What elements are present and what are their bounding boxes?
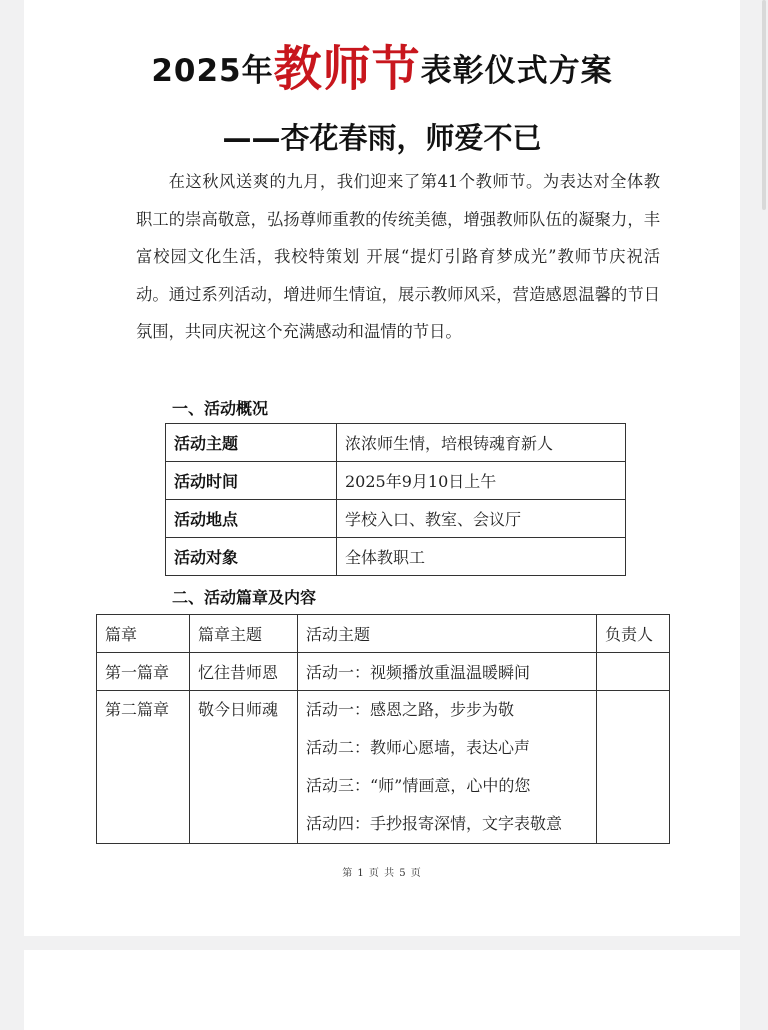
document-page xyxy=(24,0,740,936)
column-header: 篇章 xyxy=(97,615,190,653)
column-header: 负责人 xyxy=(597,615,670,653)
intro-paragraph: 在这秋风送爽的九月，我们迎来了第41个教师节。为表达对全体教职工的崇高敬意，弘扬尊师重教的传统美德，增强教师队伍的凝聚力，丰富校园文化生活，我校特策划 开展“提灯引路育梦成光”教师节庆祝活动。通过系列活动，增进师生情谊，展示教师风采，营造感恩温馨的节日氛围，共同庆祝这个充满感动和温情的节日。 xyxy=(136,172,660,341)
activity-item: 活动二：教师心愿墙，表达心声 xyxy=(306,738,531,757)
document-subtitle: ——杏花春雨，师爱不已 xyxy=(222,121,542,155)
overview-key: 活动时间 xyxy=(166,462,337,500)
column-header: 活动主题 xyxy=(298,615,597,653)
overview-value: 全体教职工 xyxy=(337,538,626,576)
section-heading-chapters: 二、活动篇章及内容 xyxy=(172,588,317,607)
page-footer: 第 1 页 共 5 页 xyxy=(342,868,422,879)
chapter-theme-label: 敬今日师魂 xyxy=(198,700,279,719)
title-suffix: 表彰仪式方案 xyxy=(420,53,613,89)
table-row xyxy=(166,538,626,576)
table-header-row xyxy=(97,615,670,653)
owner-cell xyxy=(597,653,670,691)
column-header: 篇章主题 xyxy=(190,615,298,653)
chapter-cell xyxy=(97,691,190,844)
title-emphasis: 教师节 xyxy=(273,41,421,97)
table-row xyxy=(166,424,626,462)
overview-value: 浓浓师生情，培根铸魂育新人 xyxy=(337,424,626,462)
table-row xyxy=(97,653,670,691)
title-prefix: 2025年 xyxy=(151,53,274,89)
owner-cell xyxy=(597,691,670,844)
activity-item: 活动四：手抄报寄深情，文字表敬意 xyxy=(306,814,563,833)
scrollbar[interactable] xyxy=(762,0,766,210)
overview-table xyxy=(165,423,626,576)
chapter-theme-cell: 忆往昔师恩 xyxy=(190,653,298,691)
activity-cell: 活动一：视频播放重温温暖瞬间 xyxy=(298,653,597,691)
overview-value: 2025年9月10日上午 xyxy=(337,462,626,500)
activity-cell xyxy=(298,691,597,844)
overview-value: 学校入口、教室、会议厅 xyxy=(337,500,626,538)
table-row xyxy=(166,462,626,500)
table-row xyxy=(166,500,626,538)
next-page xyxy=(24,950,740,1030)
chapter-label: 第二篇章 xyxy=(105,700,170,719)
overview-key: 活动主题 xyxy=(166,424,337,462)
overview-key: 活动对象 xyxy=(166,538,337,576)
activity-item: 活动三：“师”情画意，心中的您 xyxy=(306,776,531,795)
document-title xyxy=(24,30,740,99)
chapter-cell: 第一篇章 xyxy=(97,653,190,691)
chapter-theme-cell xyxy=(190,691,298,844)
overview-key: 活动地点 xyxy=(166,500,337,538)
chapters-table xyxy=(96,614,670,844)
section-heading-overview: 一、活动概况 xyxy=(172,399,269,418)
activity-item: 活动一：感恩之路，步步为敬 xyxy=(306,700,515,719)
table-row xyxy=(97,691,670,844)
